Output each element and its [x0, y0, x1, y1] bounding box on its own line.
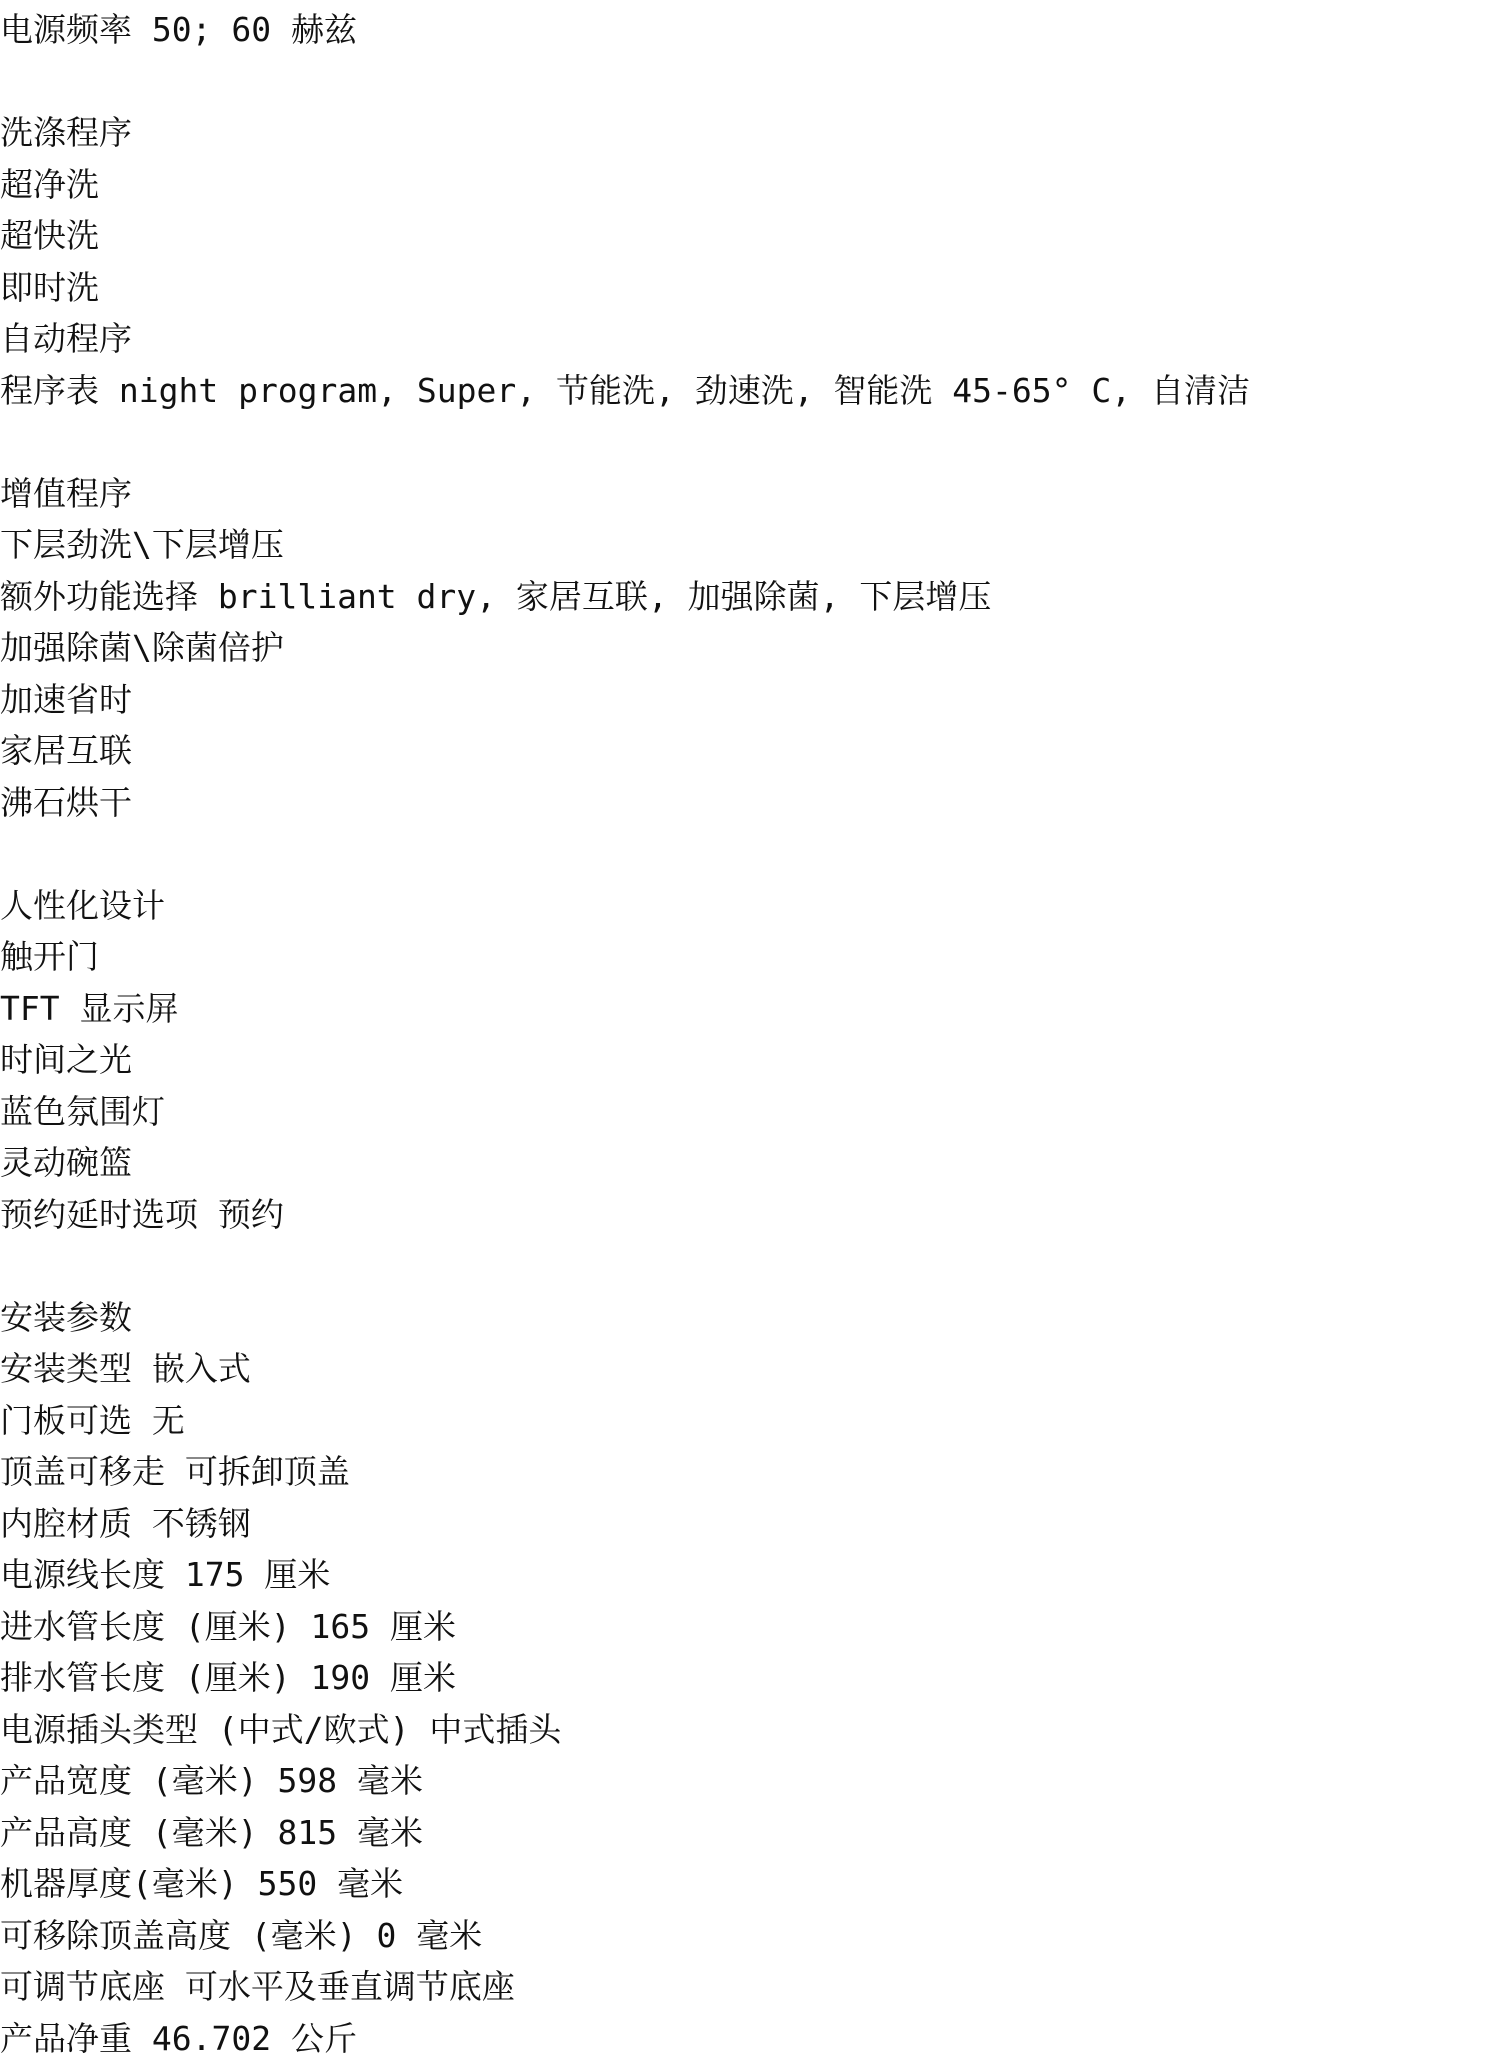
installation-spec: 可调节底座 可水平及垂直调节底座 — [0, 1965, 1500, 2017]
design-heading: 人性化设计 — [0, 884, 1500, 936]
installation-spec: 机器厚度(毫米) 550 毫米 — [0, 1862, 1500, 1914]
value-added-heading: 增值程序 — [0, 472, 1500, 524]
installation-spec: 内腔材质 不锈钢 — [0, 1502, 1500, 1554]
program-table-line: 程序表 night program, Super, 节能洗, 劲速洗, 智能洗 45-65° C, 自清洁 — [0, 369, 1500, 421]
value-added-item: 加强除菌\除菌倍护 — [0, 626, 1500, 678]
value-added-item: 下层劲洗\下层增压 — [0, 523, 1500, 575]
installation-heading: 安装参数 — [0, 1296, 1500, 1348]
wash-program-item: 超快洗 — [0, 214, 1500, 266]
extra-functions-line: 额外功能选择 brilliant dry, 家居互联, 加强除菌, 下层增压 — [0, 575, 1500, 627]
net-weight-line: 产品净重 46.702 公斤 — [0, 2017, 1500, 2068]
installation-spec: 排水管长度 (厘米) 190 厘米 — [0, 1656, 1500, 1708]
delay-start-line: 预约延时选项 预约 — [0, 1193, 1500, 1245]
wash-program-item: 自动程序 — [0, 317, 1500, 369]
value-added-item: 家居互联 — [0, 729, 1500, 781]
installation-spec: 可移除顶盖高度 (毫米) 0 毫米 — [0, 1914, 1500, 1966]
installation-spec: 产品宽度 (毫米) 598 毫米 — [0, 1759, 1500, 1811]
installation-spec: 顶盖可移走 可拆卸顶盖 — [0, 1450, 1500, 1502]
wash-program-item: 超净洗 — [0, 163, 1500, 215]
installation-spec: 门板可选 无 — [0, 1399, 1500, 1451]
installation-spec: 电源线长度 175 厘米 — [0, 1553, 1500, 1605]
section-gap — [0, 60, 1500, 112]
section-gap — [0, 1244, 1500, 1296]
installation-spec: 电源插头类型 (中式/欧式) 中式插头 — [0, 1708, 1500, 1760]
design-item: TFT 显示屏 — [0, 987, 1500, 1039]
value-added-item: 沸石烘干 — [0, 781, 1500, 833]
design-item: 触开门 — [0, 935, 1500, 987]
installation-spec: 进水管长度 (厘米) 165 厘米 — [0, 1605, 1500, 1657]
wash-program-item: 即时洗 — [0, 266, 1500, 318]
wash-programs-heading: 洗涤程序 — [0, 111, 1500, 163]
installation-spec: 安装类型 嵌入式 — [0, 1347, 1500, 1399]
power-frequency-line: 电源频率 50; 60 赫兹 — [0, 8, 1500, 60]
design-item: 灵动碗篮 — [0, 1141, 1500, 1193]
design-item: 蓝色氛围灯 — [0, 1090, 1500, 1142]
spec-document — [0, 8, 1500, 2068]
value-added-item: 加速省时 — [0, 678, 1500, 730]
installation-spec: 产品高度 (毫米) 815 毫米 — [0, 1811, 1500, 1863]
section-gap — [0, 420, 1500, 472]
design-item: 时间之光 — [0, 1038, 1500, 1090]
section-gap — [0, 832, 1500, 884]
